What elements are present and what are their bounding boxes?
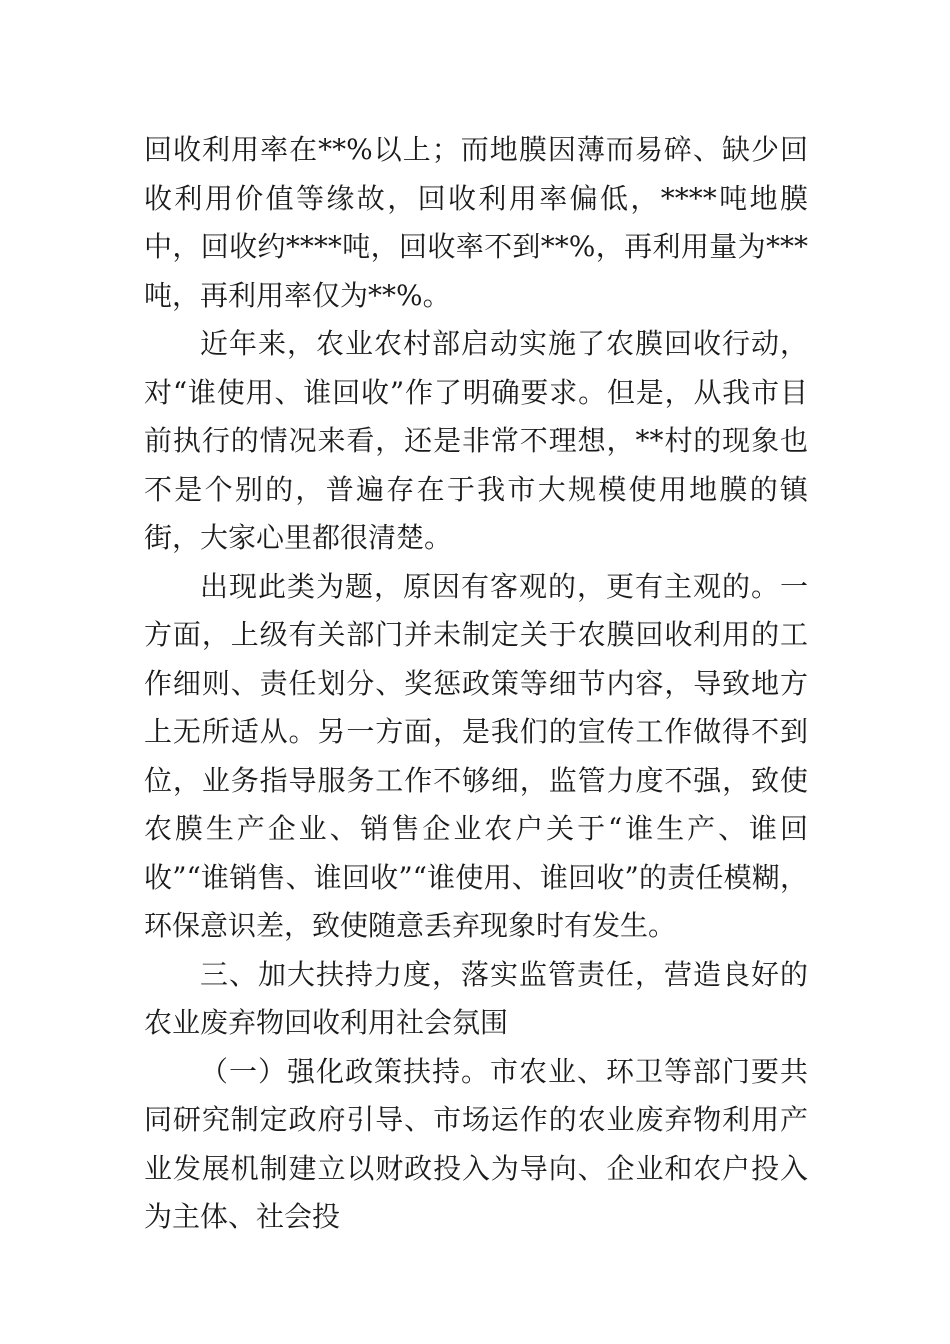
paragraph-cause-analysis: 出现此类为题，原因有客观的，更有主观的。一方面，上级有关部门并未制定关于农膜回收利用的工作细则、责任划分、奖惩政策等细节内容，导致地方上无所适从。另一方面，是我们的宣传工作做得不到位，业务指导服务工作不够细，监管力度不强，致使农膜生产企业、销售企业农户关于“谁生产、谁回收”“谁销售、谁回收”“谁使用、谁回收”的责任模糊，环保意识差，致使随意丢弃现象时有发生。	[144, 569, 808, 942]
paragraph-policy-support: （一）强化政策扶持。市农业、环卫等部门要共同研究制定政府引导、市场运作的农业废弃物利用产业发展机制建立以财政投入为导向、企业和农户投入为主体、社会投	[144, 1054, 808, 1233]
paragraph-film-recovery-action: 近年来，农业农村部启动实施了农膜回收行动，对“谁使用、谁回收”作了明确要求。但是，从我市目前执行的情况来看，还是非常不理想，**村的现象也不是个别的，普遍存在于我市大规模使用地膜的镇街，大家心里都很清楚。	[144, 327, 808, 554]
document-body	[144, 126, 808, 1242]
paragraph-continuation: 回收利用率在**%以上；而地膜因薄而易碎、缺少回收利用价值等缘故，回收利用率偏低，****吨地膜中，回收约****吨，回收率不到**%，再利用量为***吨，再利用率仅为**%。	[144, 133, 808, 312]
section-heading-three: 三、加大扶持力度，落实监管责任，营造良好的农业废弃物回收利用社会氛围	[144, 957, 808, 1039]
